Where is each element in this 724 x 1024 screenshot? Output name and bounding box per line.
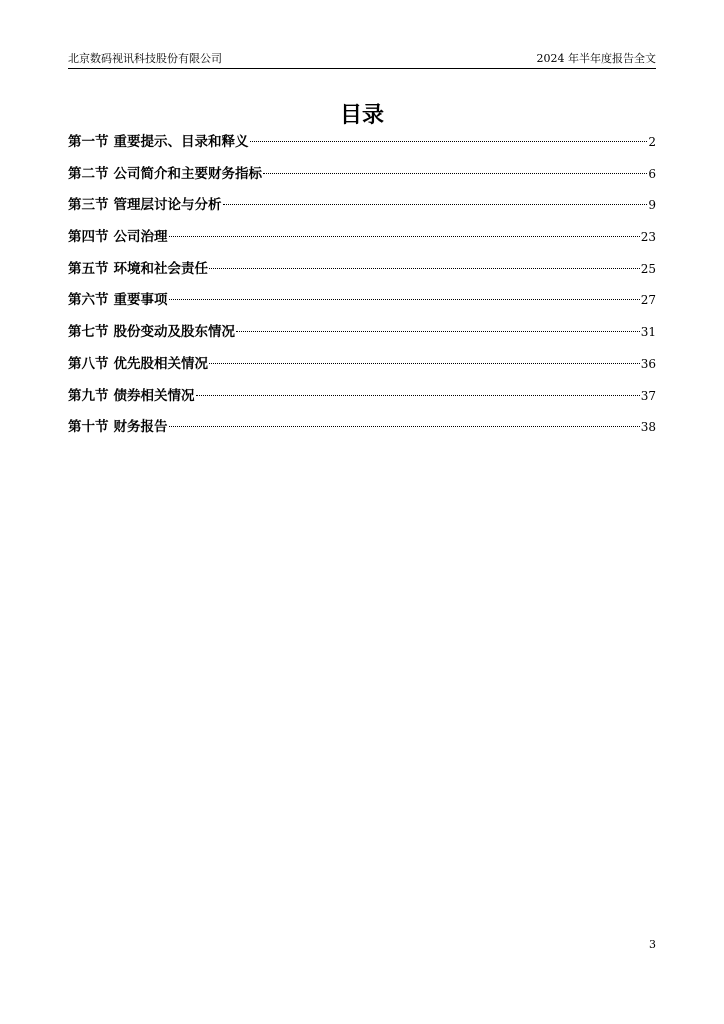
toc-entry-page: 9 [648, 198, 656, 213]
toc-entry-leader [250, 141, 648, 142]
toc-entry-title: 管理层讨论与分析 [113, 197, 222, 214]
toc-entry-page: 25 [640, 261, 656, 276]
toc-entry[interactable] [68, 290, 656, 322]
toc-entry-title: 公司简介和主要财务指标 [113, 165, 262, 182]
toc-entry-title: 股份变动及股东情况 [113, 324, 235, 341]
toc-entry-leader [209, 268, 640, 269]
page-number: 3 [649, 938, 656, 951]
header-report-title: 2024 年半年度报告全文 [536, 52, 656, 65]
toc-entry-leader [169, 426, 640, 427]
toc-entry[interactable] [68, 259, 656, 291]
toc-entry-page: 31 [640, 325, 656, 340]
toc-entry-leader [236, 331, 640, 332]
toc-entry-leader [196, 395, 640, 396]
header-company-name: 北京数码视讯科技股份有限公司 [68, 52, 222, 65]
toc-entry[interactable] [68, 132, 656, 164]
toc-entry-page: 38 [640, 420, 656, 435]
toc-entry-title: 优先股相关情况 [113, 355, 208, 372]
toc-entry-title: 债券相关情况 [113, 387, 195, 404]
toc-entry-section: 第九节 [68, 387, 109, 404]
toc-entry[interactable] [68, 386, 656, 418]
toc-title: 目录 [339, 103, 384, 128]
toc-entry-title: 公司治理 [113, 229, 168, 246]
toc-entry-page: 27 [640, 293, 656, 308]
toc-entry-page: 2 [648, 135, 656, 149]
toc-entry-title: 重要事项 [113, 292, 168, 309]
toc-entry-page: 6 [648, 166, 656, 181]
toc-entry-leader [169, 236, 640, 237]
toc-entry-section: 第五节 [68, 260, 109, 277]
toc-entry-section: 第三节 [68, 197, 109, 214]
toc-entry[interactable] [68, 227, 656, 259]
toc-entry[interactable] [68, 417, 656, 449]
toc-entry-section: 第一节 [68, 134, 109, 150]
toc-entry-section: 第八节 [68, 355, 109, 372]
toc-entry[interactable] [68, 322, 656, 354]
toc-entry-page: 37 [640, 388, 656, 403]
toc-entry-section: 第六节 [68, 292, 109, 309]
toc-entry-title: 财务报告 [113, 419, 168, 436]
toc-entry-leader [169, 299, 640, 300]
toc-entry-section: 第四节 [68, 229, 109, 246]
toc-entry-section: 第十节 [68, 419, 109, 436]
toc-entry-page: 23 [640, 230, 656, 245]
toc-entry-page: 36 [640, 356, 656, 371]
toc-entry-section: 第二节 [68, 165, 109, 182]
toc-entry-section: 第七节 [68, 324, 109, 341]
toc-entry-leader [223, 204, 648, 205]
toc-entry[interactable] [68, 164, 656, 196]
toc-entry-title: 重要提示、目录和释义 [113, 134, 249, 150]
table-of-contents [68, 132, 656, 449]
page-header [68, 52, 656, 69]
toc-entry[interactable] [68, 195, 656, 227]
toc-entry-leader [263, 173, 647, 174]
toc-entry[interactable] [68, 354, 656, 386]
toc-entry-leader [209, 363, 640, 364]
toc-entry-title: 环境和社会责任 [113, 260, 208, 277]
